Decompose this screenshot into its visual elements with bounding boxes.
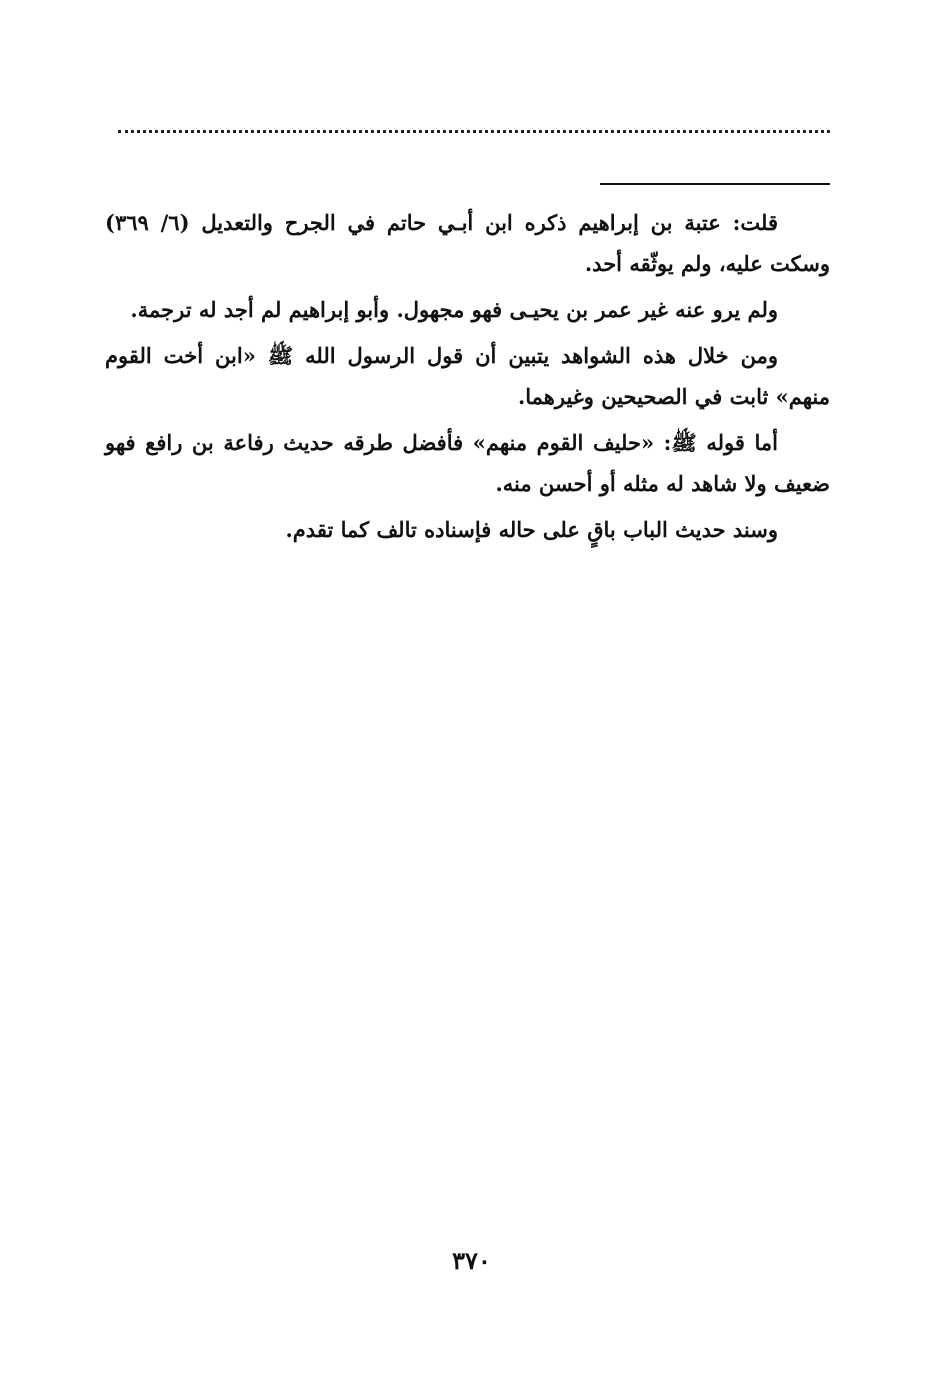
page-number: ٣٧٠ xyxy=(452,1246,491,1275)
paragraph-text: عتبة بن إبراهيم ذكره ابن أبـي حاتم في الجرح والتعديل (٦/ ٣٦٩) وسكت عليه، ولم يوثّقه أحد. xyxy=(105,210,830,276)
paragraph-4: أما قوله ﷺ: «حليف القوم منهم» فأفضل طرقه حديث رفاعة بن رافع فهو ضعيف ولا شاهد له مثله أو أحسن منه. xyxy=(105,430,830,496)
dotted-separator xyxy=(118,130,830,133)
paragraph-3: ومن خلال هذه الشواهد يتبين أن قول الرسول الله ﷺ «ابن أخت القوم منهم» ثابت في الصحيحين وغيرهما. xyxy=(105,343,830,409)
footnote-rule xyxy=(600,183,830,185)
paragraph-lead: قلت: xyxy=(732,210,778,235)
paragraph-2: ولم يرو عنه غير عمر بن يحيـى فهو مجهول. وأبو إبراهيم لم أجد له ترجمة. xyxy=(130,297,778,322)
paragraph-5: وسند حديث الباب باقٍ على حاله فإسناده تالف كما تقدم. xyxy=(285,517,778,542)
paragraph-1 xyxy=(105,202,830,284)
footnote-body xyxy=(105,202,830,555)
